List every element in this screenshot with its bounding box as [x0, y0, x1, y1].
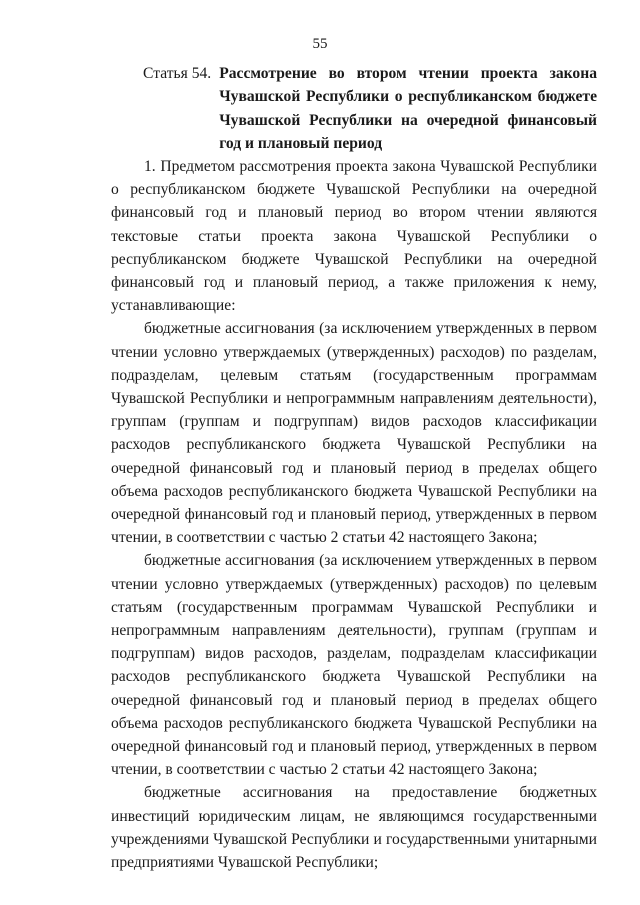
page-number: 55 [312, 36, 328, 52]
paragraph: бюджетные ассигнования (за исключением утвержденных в первом чтении условно утверждаемых (утвержденных) расходов) по разделам, подразделам, целевым статьям (государственным программам Чувашской Республики и непрограммным направлениям деятельности), группам (группам и подгруппам) видов расходов классификации расходов республиканского бюджета Чувашской Республики на очередной финансовый год и плановый период в пределах общего объема расходов республиканского бюджета Чувашской Республики на очередной финансовый год и плановый период, утвержденных в первом чтении, в соответствии с частью 2 статьи 42 настоящего Закона; [111, 320, 597, 547]
paragraph: бюджетные ассигнования (за исключением утвержденных в первом чтении условно утверждаемых (утвержденных) расходов) по целевым статьям (государственным программам Чувашской Республики и непрограммным направлениям деятельности), группам (группам и подгруппам) видов расходов, разделам, подразделам классификации расходов республиканского бюджета Чувашской Республики на очередной финансовый год и плановый период в пределах общего объема расходов республиканского бюджета Чувашской Республики на очередной финансовый год и плановый период, утвержденных в первом чтении, в соответствии с частью 2 статьи 42 настоящего Закона; [111, 552, 597, 779]
article-label: Статья 54. [143, 65, 212, 82]
paragraph: 1. Предметом рассмотрения проекта закона Чувашской Республики о республиканском бюджете Чувашской Республики на очередной финансовый год и плановый период во втором чтении являются текстовые статьи проекта закона Чувашской Республики о республиканском бюджете Чувашской Республики на очередной финансовый год и плановый период, а также приложения к нему, устанавливающие: [111, 158, 597, 315]
article-title: Рассмотрение во втором чтении проекта закона Чувашской Республики о республиканском бюджете Чувашской Республики на очередной финансовый год и плановый период [219, 65, 597, 152]
paragraph: бюджетные ассигнования на предоставление бюджетных инвестиций юридическим лицам, не являющимся государственными учреждениями Чувашской Республики и государственными унитарными предприятиями Чувашской Республики; [111, 784, 597, 872]
article-heading [143, 62, 597, 155]
article-body [111, 155, 597, 874]
